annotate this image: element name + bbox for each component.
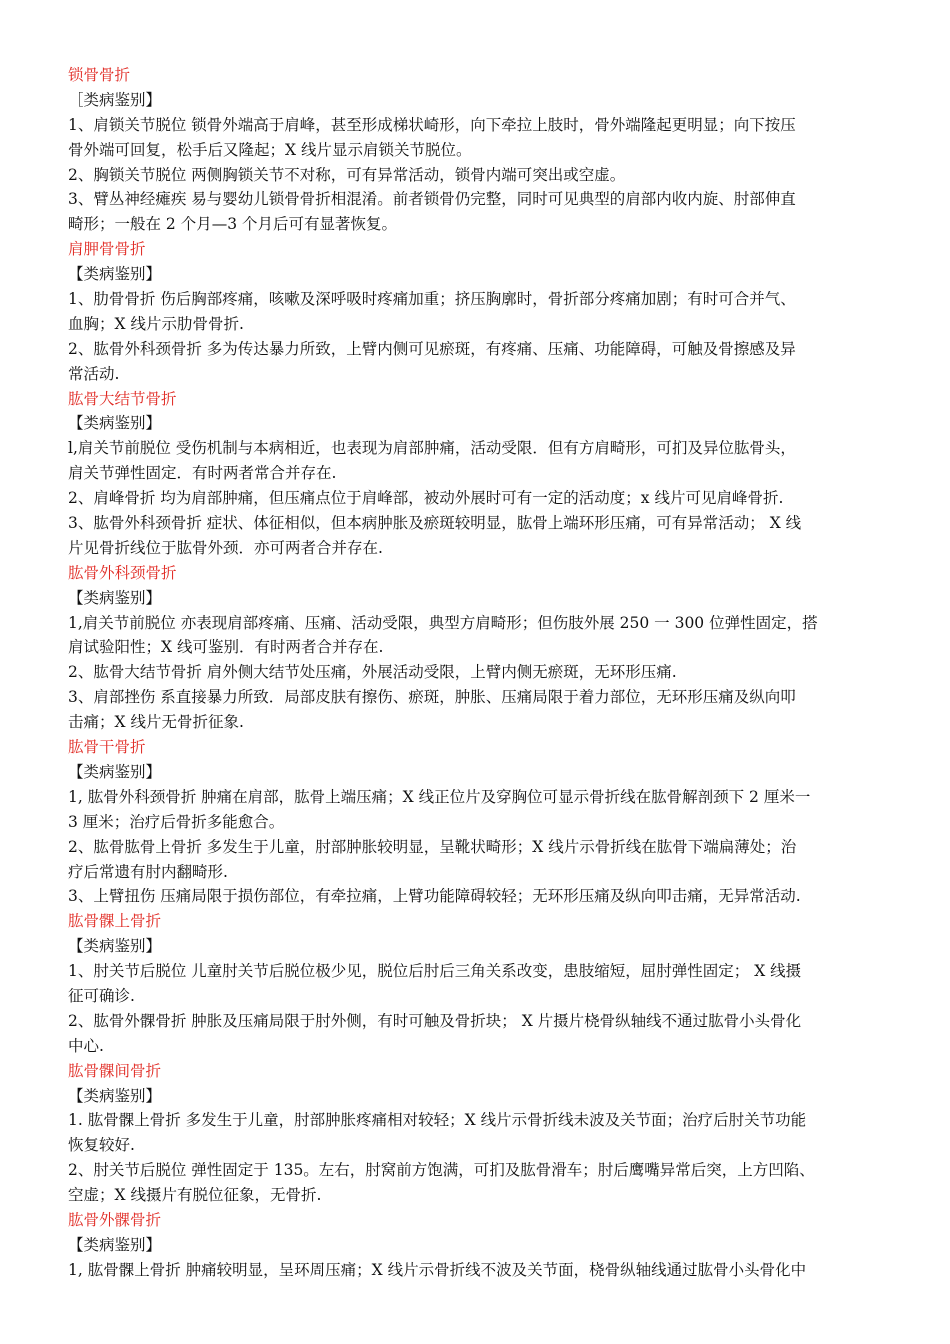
text-line: 3、臂丛神经瘫疾 易与婴幼儿锁骨骨折相混淆。前者锁骨仍完整，同时可见典型的肩部内收内旋、肘部伸直 bbox=[68, 190, 796, 209]
text-line: 1、肋骨骨折 伤后胸部疼痛，咳嗽及深呼吸时疼痛加重；挤压胸廓时，骨折部分疼痛加剧；有时可合并气、 bbox=[68, 290, 796, 309]
section-heading: 肩胛骨骨折 bbox=[68, 240, 146, 259]
text-line: 击痛；X 线片无骨折征象. bbox=[68, 713, 244, 732]
text-line: 3、肱骨外科颈骨折 症状、体征相似，但本病肿胀及瘀斑较明显，肱骨上端环形压痛，可有异常活动； X 线 bbox=[68, 514, 802, 533]
text-line: 常活动. bbox=[68, 364, 120, 383]
text-line: 2、肱骨肱骨上骨折 多发生于儿童，肘部肿胀较明显，呈靴状畸形；X 线片示骨折线在肱骨下端扁薄处；治 bbox=[68, 837, 797, 856]
section-heading: 肱骨髁间骨折 bbox=[68, 1061, 162, 1080]
section-label: 【类病鉴别】 bbox=[68, 937, 162, 956]
text-line: 畸形；一般在 2 个月—3 个月后可有显著恢复。 bbox=[68, 215, 398, 234]
text-line: 3、肩部挫伤 系直接暴力所致．局部皮肤有擦伤、瘀斑，肿胀、压痛局限于着力部位，无环形压痛及纵向叩 bbox=[68, 688, 796, 707]
section-label: 【类病鉴别】 bbox=[68, 414, 162, 433]
text-line: 中心. bbox=[68, 1036, 104, 1055]
section-heading: 肱骨干骨折 bbox=[68, 738, 146, 757]
text-line: l,肩关节前脱位 受伤机制与本病相近，也表现为肩部肿痛，活动受限．但有方肩畸形，可扪及异位肱骨头， bbox=[68, 439, 796, 458]
section-label: 【类病鉴别】 bbox=[68, 1235, 162, 1254]
text-line: 1. 肱骨髁上骨折 多发生于儿童，肘部肿胀疼痛相对较轻；X 线片示骨折线未波及关节面；治疗后肘关节功能 bbox=[68, 1111, 807, 1130]
section-heading: 肱骨外髁骨折 bbox=[68, 1210, 162, 1229]
text-line: 肩试验阳性；X 线可鉴别．有时两者合并存在. bbox=[68, 638, 384, 657]
section-label: 【类病鉴别】 bbox=[68, 1086, 162, 1105]
section-heading: 锁骨骨折 bbox=[68, 66, 131, 84]
text-line: 骨外端可回复，松手后又隆起；X 线片显示肩锁关节脱位。 bbox=[68, 140, 472, 159]
text-line: 疗后常遗有肘内翻畸形. bbox=[68, 862, 228, 881]
text-line: 2、肘关节后脱位 弹性固定于 135。左右，肘窝前方饱满，可扪及肱骨滑车；肘后鹰嘴异常后突，上方凹陷、 bbox=[68, 1161, 815, 1180]
text-line: 2、肱骨大结节骨折 肩外侧大结节处压痛，外展活动受限，上臂内侧无瘀斑，无环形压痛. bbox=[68, 663, 677, 682]
section-label: 【类病鉴别】 bbox=[68, 762, 162, 781]
text-line: 2、肩峰骨折 均为肩部肿痛，但压痛点位于肩峰部，被动外展时可有一定的活动度；x 线片可见肩峰骨折. bbox=[68, 489, 784, 508]
section-label: 【类病鉴别】 bbox=[68, 265, 162, 284]
text-line: 1、肩锁关节脱位 锁骨外端高于肩峰，甚至形成梯状崎形，向下牵拉上肢时，骨外端隆起更明显；向下按压 bbox=[68, 115, 796, 134]
section-heading: 肱骨髁上骨折 bbox=[68, 912, 162, 931]
text-line: 3、上臂扭伤 压痛局限于损伤部位，有牵拉痛，上臂功能障碍较轻；无环形压痛及纵向叩击痛，无异常活动. bbox=[68, 887, 801, 906]
section-heading: 肱骨大结节骨折 bbox=[68, 389, 177, 408]
text-line: 1,肩关节前脱位 亦表现肩部疼痛、压痛、活动受限，典型方肩畸形；但伤肢外展 250 一 300 位弹性固定，搭 bbox=[68, 613, 818, 632]
text-line: 恢复较好. bbox=[68, 1136, 135, 1155]
text-line: 肩关节弹性固定．有时两者常合并存在. bbox=[68, 464, 337, 483]
text-line: 2、肱骨外髁骨折 肿胀及压痛局限于肘外侧，有时可触及骨折块； X 片摄片桡骨纵轴线不通过肱骨小头骨化 bbox=[68, 1011, 802, 1030]
text-line: 3 厘米；治疗后骨折多能愈合。 bbox=[68, 812, 285, 831]
text-line: 2、肱骨外科颈骨折 多为传达暴力所致，上臂内侧可见瘀斑，有疼痛、压痛、功能障碍，可触及骨擦感及异 bbox=[68, 339, 796, 358]
text-line: 征可确诊. bbox=[68, 986, 135, 1005]
text-line: 2、胸锁关节脱位 两侧胸锁关节不对称，可有异常活动，锁骨内端可突出或空虚。 bbox=[68, 165, 626, 184]
section-label: 【类病鉴别】 bbox=[68, 588, 162, 607]
section-heading: 肱骨外科颈骨折 bbox=[68, 563, 177, 582]
section-label: ［类病鉴别】 bbox=[68, 90, 162, 109]
text-line: 片见骨折线位于肱骨外颈．亦可两者合并存在. bbox=[68, 538, 383, 557]
text-line: 1, 肱骨髁上骨折 肿痛较明显，呈环周压痛；X 线片示骨折线不波及关节面，桡骨纵轴线通过肱骨小头骨化中 bbox=[68, 1260, 807, 1279]
text-line: 血胸；X 线片示肋骨骨折. bbox=[68, 314, 244, 333]
document-body bbox=[68, 63, 908, 1283]
text-line: 1、肘关节后脱位 儿童肘关节后脱位极少见，脱位后肘后三角关系改变，患肢缩短，屈肘弹性固定； X 线摄 bbox=[68, 962, 802, 981]
text-line: 1, 肱骨外科颈骨折 肿痛在肩部，肱骨上端压痛；X 线正位片及穿胸位可显示骨折线在肱骨解剖颈下 2 厘米一 bbox=[68, 787, 811, 806]
text-line: 空虚；X 线摄片有脱位征象，无骨折. bbox=[68, 1186, 322, 1205]
